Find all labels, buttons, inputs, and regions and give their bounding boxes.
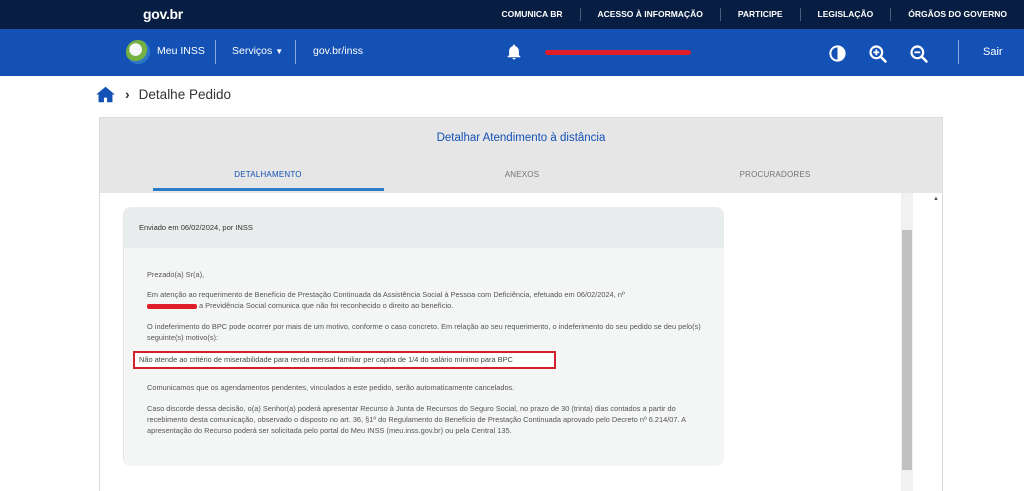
message-header (124, 207, 724, 248)
breadcrumb (96, 84, 231, 104)
logout-button[interactable]: Sair (983, 46, 1003, 58)
panel-header (100, 118, 942, 193)
tab-detalhamento[interactable]: DETALHAMENTO (234, 170, 302, 179)
meu-inss-logo-icon[interactable] (126, 40, 150, 64)
message-paragraph: O indeferimento do BPC pode ocorrer por mais de um motivo, conforme o caso concreto. Em relação ao seu requerimento, o indeferimento do seu pedido se deu pelo(s) seguinte(s) motivo(s): (147, 322, 701, 342)
message-paragraph (147, 289, 707, 311)
header-divider (958, 40, 959, 64)
scroll-up-arrow-icon[interactable]: ▲ (933, 196, 939, 202)
tab-anexos[interactable]: ANEXOS (504, 170, 540, 179)
gov-link-orgaos[interactable]: ÓRGÃOS DO GOVERNO (890, 8, 1024, 21)
zoom-in-icon[interactable] (868, 44, 888, 64)
tab-procuradores[interactable]: PROCURADORES (739, 170, 811, 179)
message-text: a Previdência Social comunica que não foi reconhecido o direito ao benefício. (199, 301, 454, 310)
panel-title: Detalhar Atendimento à distância (436, 132, 606, 144)
message-greeting: Prezado(a) Sr(a), (147, 270, 205, 279)
chevron-right-icon: › (125, 86, 130, 102)
message-paragraph: Caso discorde dessa decisão, o(a) Senhor(a) poderá apresentar Recurso à Junta de Recursos do Seguro Social, no prazo de 30 (trinta) dias contados a partir do recebimento desta comunicação, observado o disposto no art. 36, §1º do Regulamento do Benefício de Prestação Continuada aprovado pelo Decreto nº 6.214/07. A apresentação do Recurso poderá ser solicitada pelo portal do Meu INSS (meu.inss.gov.br) ou pela Central 135. (147, 404, 686, 435)
gov-link-participe[interactable]: PARTICIPE (720, 8, 800, 21)
services-label: Serviços (232, 45, 273, 57)
header-divider (295, 40, 296, 64)
message-paragraph: Comunicamos que os agendamentos pendentes, vinculados a este pedido, serão automaticamente cancelados. (147, 383, 515, 392)
main-header (0, 29, 1024, 76)
denial-reason: Não atende ao critério de miserabilidade para renda mensal familiar per capita de 1/4 do salário mínimo para BPC (139, 355, 513, 364)
active-tab-indicator (153, 188, 384, 191)
govbr-logo[interactable]: gov.br (143, 6, 183, 22)
message-text-line (147, 300, 707, 311)
meu-inss-link[interactable]: Meu INSS (157, 45, 205, 57)
message-sent-info: Enviado em 06/02/2024, por INSS (139, 223, 253, 232)
highlighted-reason (133, 351, 556, 369)
services-menu[interactable] (232, 45, 283, 57)
scrollbar-thumb[interactable] (902, 230, 912, 470)
contrast-icon[interactable] (828, 44, 847, 63)
bell-icon[interactable] (505, 43, 523, 61)
chevron-down-icon: ▼ (275, 47, 284, 56)
gov-links (484, 0, 1024, 29)
redacted-request-number (147, 304, 197, 309)
zoom-out-icon[interactable] (909, 44, 929, 64)
header-divider (215, 40, 216, 64)
message-text-line: Em atenção ao requerimento de Benefício de Prestação Continuada da Assistência Social à Pessoa com Deficiência, efetuado em 06/02/2024, nº (147, 290, 625, 299)
message-scroll-area[interactable] (100, 193, 942, 491)
home-icon[interactable] (96, 86, 115, 103)
gov-top-bar (0, 0, 1024, 29)
message-card (123, 207, 724, 466)
detail-panel (99, 117, 943, 491)
gov-link-legislacao[interactable]: LEGISLAÇÃO (800, 8, 891, 21)
govbr-inss-link[interactable]: gov.br/inss (313, 45, 363, 57)
page-title: Detalhe Pedido (138, 86, 231, 102)
gov-link-comunica[interactable]: COMUNICA BR (501, 9, 563, 19)
redacted-user-name (545, 50, 691, 55)
gov-link-acesso[interactable]: ACESSO À INFORMAÇÃO (580, 8, 720, 21)
